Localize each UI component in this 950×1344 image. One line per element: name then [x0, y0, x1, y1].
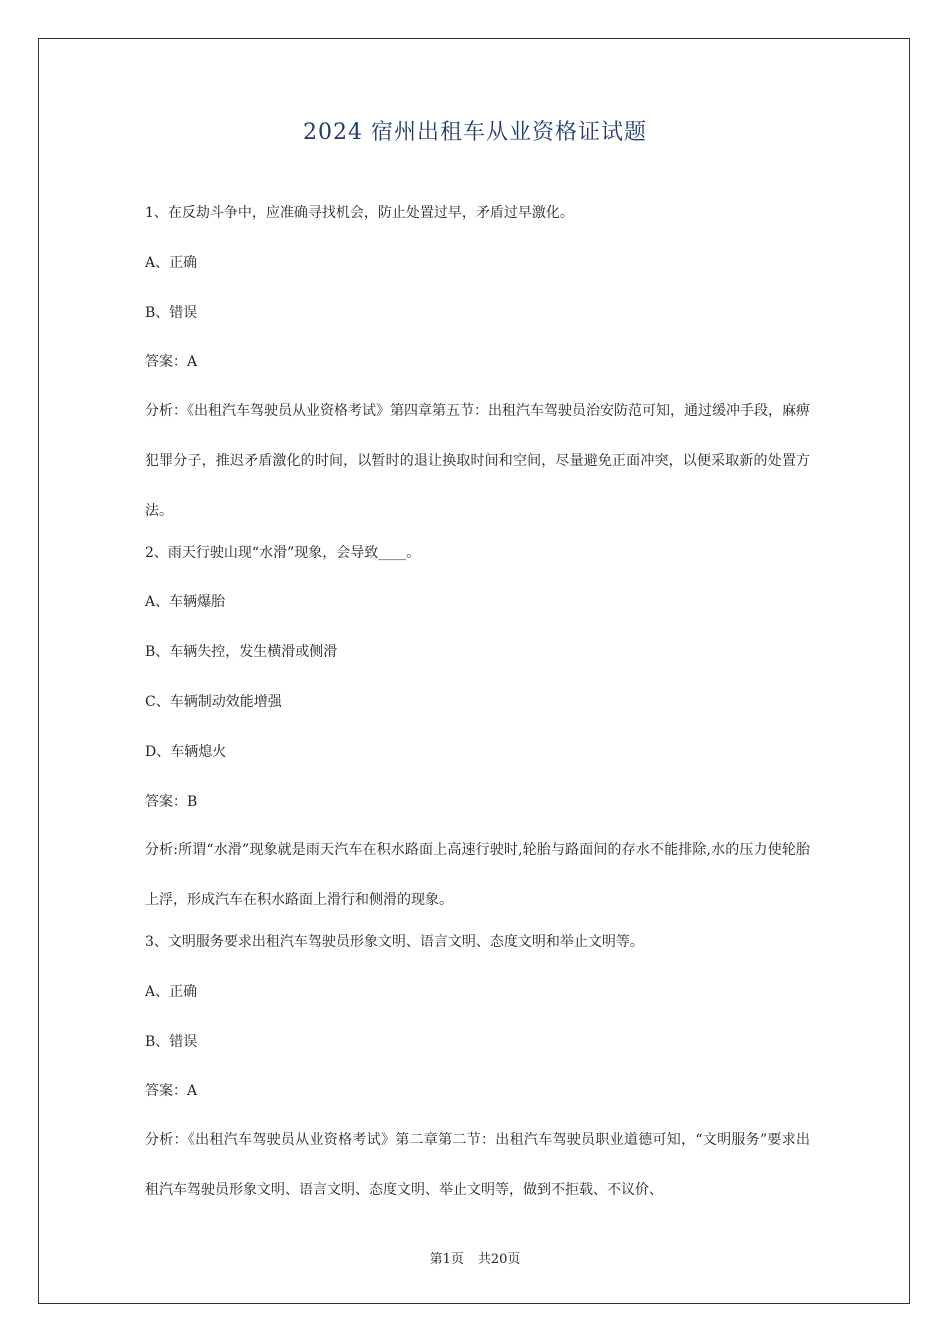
question-2-answer: 答案：B: [145, 793, 198, 810]
question-2-option-b: B、车辆失控，发生横滑或侧滑: [145, 644, 338, 661]
question-2-stem: 2、雨天行驶山现“水滑”现象，会导致____。: [145, 544, 421, 561]
document-body: [145, 197, 810, 1216]
question-3-stem: 3、文明服务要求出租汽车驾驶员形象文明、语言文明、态度文明和举止文明等。: [145, 933, 644, 950]
question-2-option-c: C、车辆制动效能增强: [145, 693, 282, 710]
question-1-answer: 答案：A: [145, 354, 198, 371]
question-2-option-a: A、车辆爆胎: [145, 594, 226, 611]
question-1-analysis: 分析：《出租汽车驾驶员从业资格考试》第四章第五节：出租汽车驾驶员治安防范可知，通过缓冲手段，麻痹犯罪分子，推迟矛盾激化的时间，以暂时的退让换取时间和空间，尽量避免正面冲突，以便采取新的处置方法。: [145, 403, 810, 519]
page-footer: [0, 1248, 950, 1267]
question-2-option-d: D、车辆熄火: [145, 743, 227, 760]
question-3-answer: 答案：A: [145, 1083, 198, 1100]
question-1-option-b: B、错误: [145, 304, 198, 321]
question-3-analysis: 分析：《出租汽车驾驶员从业资格考试》第二章第二节：出租汽车驾驶员职业道德可知，“文明服务”要求出租汽车驾驶员形象文明、语言文明、态度文明、举止文明等，做到不拒载、不议价、: [145, 1132, 810, 1198]
question-1-option-a: A、正确: [145, 254, 198, 271]
question-3-option-a: A、正确: [145, 983, 198, 1000]
question-3-option-b: B、错误: [145, 1033, 198, 1050]
document-title: 2024 宿州出租车从业资格证试题: [303, 120, 647, 145]
question-1-stem: 1、在反劫斗争中，应准确寻找机会，防止处置过早，矛盾过早激化。: [145, 205, 574, 221]
question-2-analysis: 分析:所谓“水滑”现象就是雨天汽车在积水路面上高速行驶时,轮胎与路面间的存水不能排除,水的压力使轮胎上浮，形成汽车在积水路面上滑行和侧滑的现象。: [145, 842, 810, 909]
page-total: 共20页: [477, 1252, 521, 1267]
page-number: 第1页: [429, 1252, 464, 1267]
